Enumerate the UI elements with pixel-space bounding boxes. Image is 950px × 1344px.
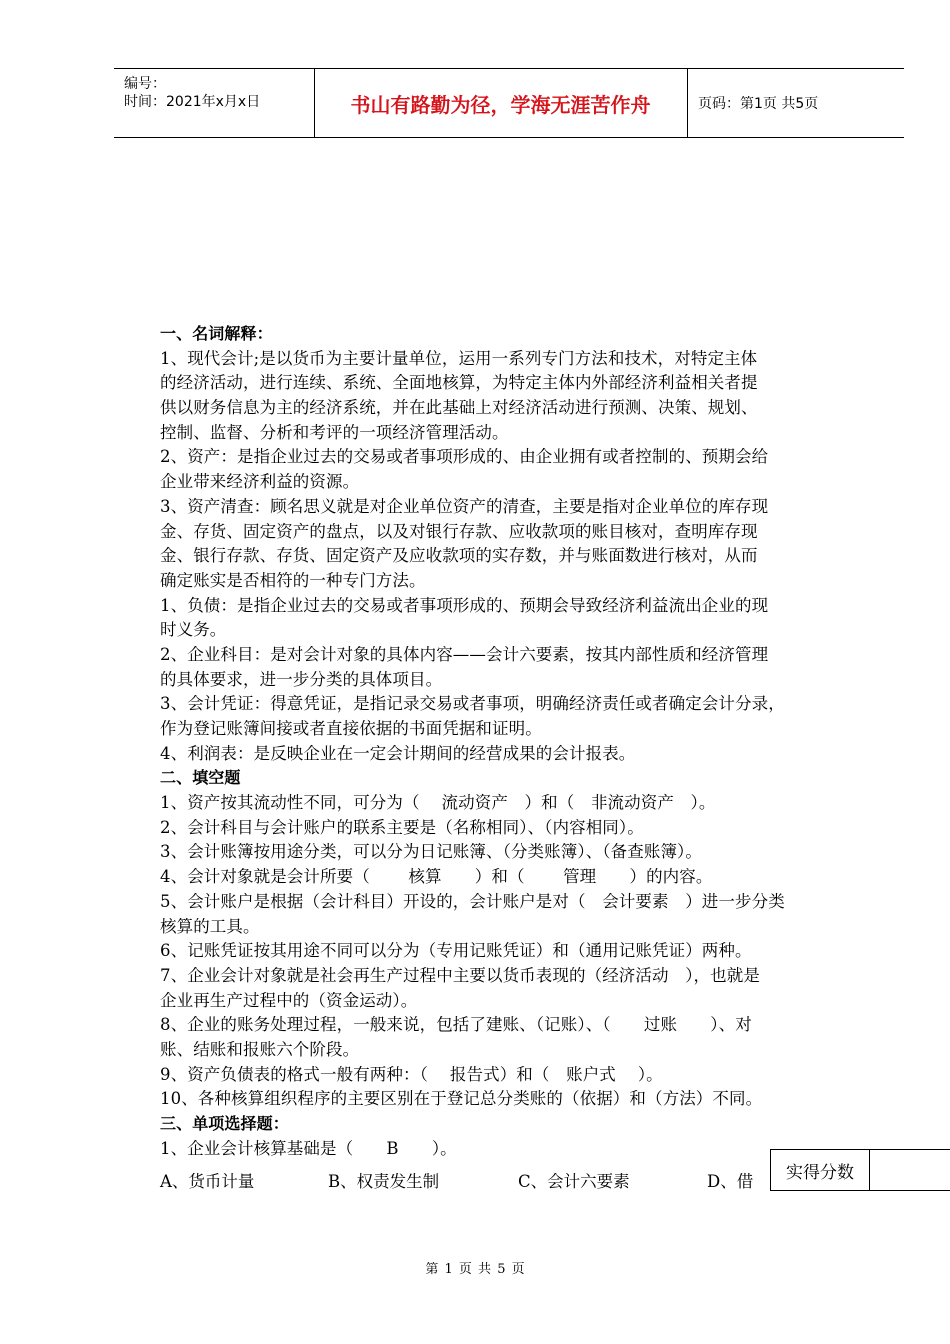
text-line: 1、资产按其流动性不同，可分为（ 流动资产 ）和（ 非流动资产 ）。: [160, 793, 716, 813]
text-line: 确定账实是否相符的一种专门方法。: [160, 570, 426, 590]
header-motto: 书山有路勤为径，学海无涯苦作舟: [314, 69, 688, 137]
serial-number-label: 编号：: [124, 76, 166, 92]
text-line: 8、企业的账务处理过程，一般来说，包括了建账、（记账）、（ 过账 ）、对: [160, 1015, 752, 1035]
text-line: 1、企业会计核算基础是（ B ）。: [160, 1138, 457, 1158]
text-line: 4、会计对象就是会计所要（ 核算 ）和（ 管理 ）的内容。: [160, 867, 713, 887]
option-c: C、会计六要素: [518, 1172, 630, 1191]
text-line: 的具体要求，进一步分类的具体项目。: [160, 669, 443, 689]
page-header: [114, 68, 904, 138]
text-line: 3、会计账簿按用途分类，可以分为日记账簿、（分类账簿）、（备查账簿）。: [160, 842, 702, 862]
score-value[interactable]: [870, 1150, 950, 1190]
section-heading: 一、名词解释：: [160, 324, 273, 343]
text-line: 3、资产清查：顾名思义就是对企业单位资产的清查，主要是指对企业单位的库存现: [160, 496, 769, 516]
header-meta: [114, 69, 315, 137]
text-line: 供以财务信息为主的经济系统，并在此基础上对经济活动进行预测、决策、规划、: [160, 398, 758, 418]
text-line: 6、记账凭证按其用途不同可以分为（专用记账凭证）和（通用记账凭证）两种。: [160, 941, 752, 961]
text-line: 5、会计账户是根据（会计科目）开设的，会计账户是对（ 会计要素 ）进一步分类: [160, 891, 785, 911]
text-line: 账、结账和报账六个阶段。: [160, 1039, 360, 1059]
text-line: 的经济活动，进行连续、系统、全面地核算，为特定主体内外部经济利益相关者提: [160, 373, 758, 393]
section-heading: 三、单项选择题：: [160, 1114, 289, 1133]
text-line: 金、存货、固定资产的盘点，以及对银行存款、应收款项的账目核对，查明库存现: [160, 521, 758, 541]
text-line: 企业带来经济利益的资源。: [160, 472, 360, 492]
score-box: [770, 1149, 950, 1191]
option-a: A、货币计量: [160, 1172, 255, 1191]
text-line: 企业再生产过程中的（资金运动）。: [160, 990, 418, 1010]
text-line: 2、资产：是指企业过去的交易或者事项形成的、由企业拥有或者控制的、预期会给: [160, 447, 769, 467]
header-page-number: 页码：第1页 共5页: [698, 96, 819, 112]
option-d: D、借: [707, 1172, 754, 1191]
document-body: [160, 322, 872, 1161]
score-label: 实得分数: [771, 1150, 870, 1190]
text-line: 时义务。: [160, 620, 227, 640]
text-line: 7、企业会计对象就是社会再生产过程中主要以货币表现的（经济活动 ），也就是: [160, 965, 760, 985]
text-line: 4、利润表：是反映企业在一定会计期间的经营成果的会计报表。: [160, 743, 636, 763]
text-line: 2、会计科目与会计账户的联系主要是（名称相同）、（内容相同）。: [160, 817, 644, 837]
text-line: 1、现代会计;是以货币为主要计量单位，运用一系列专门方法和技术，对特定主体: [160, 348, 758, 368]
text-line: 作为登记账簿间接或者直接依据的书面凭据和证明。: [160, 719, 542, 738]
text-line: 控制、监督、分析和考评的一项经济管理活动。: [160, 422, 509, 442]
text-line: 2、企业科目：是对会计对象的具体内容——会计六要素，按其内部性质和经济管理: [160, 644, 769, 664]
section-heading: 二、填空题: [160, 768, 241, 788]
text-line: 10、各种核算组织程序的主要区别在于登记总分类账的（依据）和（方法）不同。: [160, 1089, 763, 1109]
text-line: 9、资产负债表的格式一般有两种：（ 报告式）和（ 账户式 ）。: [160, 1064, 663, 1084]
date-label: 时间：2021年x月x日: [124, 94, 261, 110]
text-line: 金、银行存款、存货、固定资产及应收款项的实存数，并与账面数进行核对，从而: [160, 546, 758, 566]
text-line: 核算的工具。: [160, 916, 260, 936]
text-line: 3、会计凭证：得意凭证，是指记录交易或者事项，明确经济责任或者确定会计分录，: [160, 694, 785, 714]
page-footer: 第 1 页 共 5 页: [425, 1262, 525, 1277]
option-b: B、权责发生制: [328, 1172, 440, 1191]
text-line: 1、负债：是指企业过去的交易或者事项形成的、预期会导致经济利益流出企业的现: [160, 595, 769, 615]
